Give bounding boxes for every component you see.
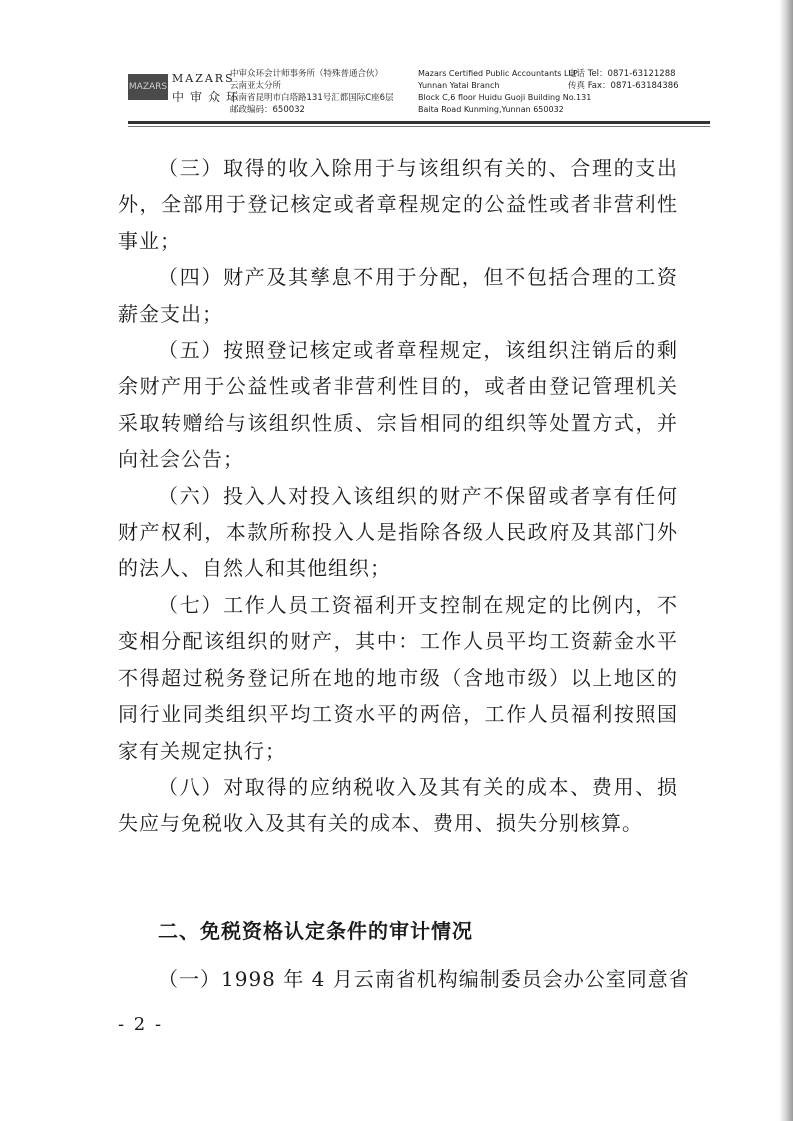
paragraph: （七）工作人员工资福利开支控制在规定的比例内，不变相分配该组织的财产，其中：工作人员平均工资薪金水平不得超过税务登记所在地的地市级（含地市级）以上地区的同行业同类组织平均工资水平的两倍，工作人员福利按照国家有关规定执行； — [118, 592, 678, 763]
firm-line: 云南省昆明市白塔路131号汇都国际C座6层 — [230, 93, 394, 103]
firm-line: Yunnan Yatai Branch — [418, 81, 500, 90]
fax-line: 传真 Fax：0871-63184386 — [568, 81, 679, 91]
firm-contact — [568, 68, 679, 92]
paragraph: （一）1998 年 4 月云南省机构编制委员会办公室同意省 — [158, 967, 690, 991]
header-divider-thin — [128, 126, 710, 127]
section-heading: 二、免税资格认定条件的审计情况 — [158, 919, 473, 943]
page-number: - 2 - — [118, 1014, 164, 1035]
paragraph: （八）对取得的应纳税收入及其有关的成本、费用、损失应与免税收入及其有关的成本、费用、损失分别核算。 — [118, 774, 678, 836]
letterhead — [128, 66, 710, 120]
logo-text-cn: 中审众环 — [172, 90, 245, 104]
mazars-logo-icon: MAZARS — [128, 74, 168, 100]
paragraph: （五）按照登记核定或者章程规定，该组织注销后的剩余财产用于公益性或者非营利性目的，或者由登记管理机关采取转赠给与该组织性质、宗旨相同的组织等处置方式，并向社会公告； — [118, 338, 678, 472]
firm-line: 云南亚太分所 — [230, 81, 282, 91]
paragraph: （六）投入人对投入该组织的财产不保留或者享有任何财产权利，本款所称投入人是指除各级人民政府及其部门外的法人、自然人和其他组织； — [118, 483, 678, 581]
firm-line: Mazars Certified Public Accountants LLP — [418, 69, 578, 78]
firm-address-en — [418, 68, 591, 116]
firm-line: Baita Road Kunming,Yunnan 650032 — [418, 105, 564, 114]
firm-line: Block C,6 floor Huidu Guoji Building No.131 — [418, 93, 592, 102]
firm-address-cn — [230, 68, 394, 116]
document-body — [118, 150, 678, 842]
header-divider — [128, 121, 710, 124]
phone-line: 电话 Tel：0871-63121288 — [568, 69, 676, 79]
scan-edge-shadow — [779, 0, 793, 1121]
firm-line: 邮政编码：650032 — [230, 105, 305, 115]
paragraph: （三）取得的收入除用于与该组织有关的、合理的支出外，全部用于登记核定或者章程规定的公益性或者非营利性事业； — [118, 156, 678, 253]
firm-line: 中审众环会计师事务所（特殊普通合伙） — [230, 69, 384, 79]
logo-text-en: MAZARS — [172, 72, 235, 85]
paragraph: （四）财产及其孳息不用于分配，但不包括合理的工资薪金支出； — [118, 265, 678, 326]
